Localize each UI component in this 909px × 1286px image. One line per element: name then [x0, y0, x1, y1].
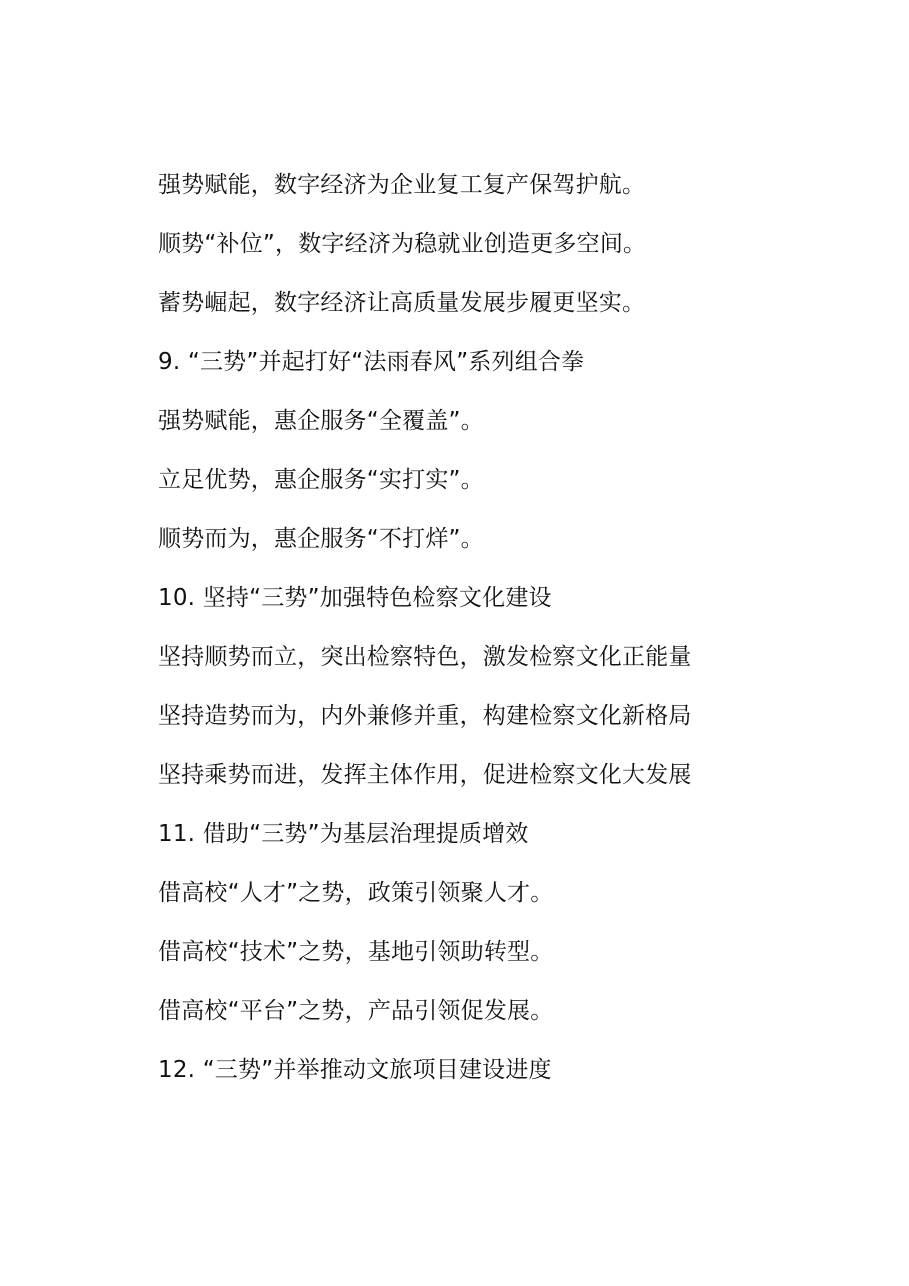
text-line: 借高校“人才”之势，政策引领聚人才。 [158, 880, 554, 906]
section-heading: 12. “三势”并举推动文旅项目建设进度 [158, 1057, 552, 1083]
text-line: 蓄势崛起，数字经济让高质量发展步履更坚实。 [158, 290, 646, 316]
text-line: 坚持顺势而立，突出检察特色，激发检察文化正能量 [158, 644, 692, 670]
text-line: 顺势“补位”，数字经济为稳就业创造更多空间。 [158, 231, 647, 257]
text-line: 借高校“技术”之势，基地引领助转型。 [158, 939, 554, 965]
section-heading: 11. 借助“三势”为基层治理提质增效 [158, 821, 529, 847]
text-line: 强势赋能，数字经济为企业复工复产保驾护航。 [158, 172, 646, 198]
text-line: 借高校“平台”之势，产品引领促发展。 [158, 998, 554, 1024]
text-line: 坚持造势而为，内外兼修并重，构建检察文化新格局 [158, 703, 692, 729]
text-line: 立足优势，惠企服务“实打实”。 [158, 467, 484, 493]
document-body [158, 165, 858, 1109]
section-heading: 10. 坚持“三势”加强特色检察文化建设 [158, 585, 552, 611]
section-heading: 9. “三势”并起打好“法雨春风”系列组合拳 [158, 349, 585, 375]
text-line: 强势赋能，惠企服务“全覆盖”。 [158, 408, 484, 434]
text-line: 坚持乘势而进，发挥主体作用，促进检察文化大发展 [158, 762, 692, 788]
text-line: 顺势而为，惠企服务“不打烊”。 [158, 526, 484, 552]
